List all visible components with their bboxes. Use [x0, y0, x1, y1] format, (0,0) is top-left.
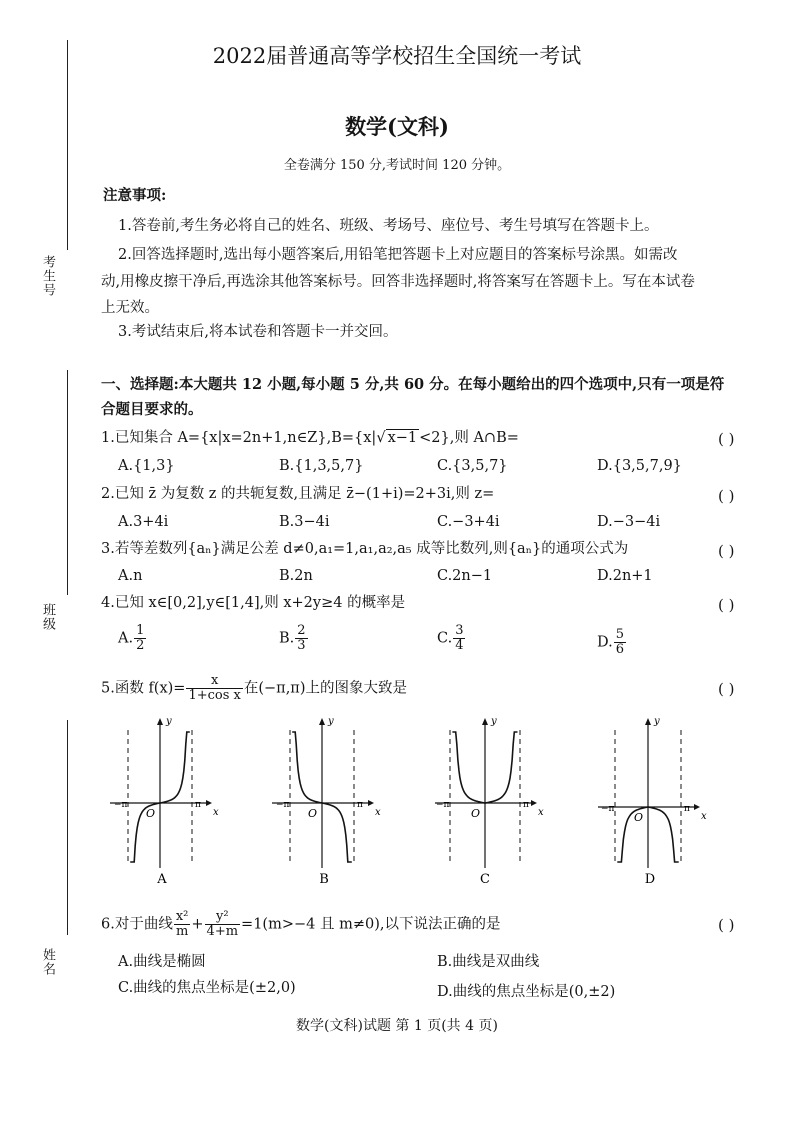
question-6-option-d[interactable]: D.曲线的焦点坐标是(0,±2) [437, 984, 616, 1000]
denominator: 4 [455, 638, 464, 653]
plus-sign: + [191, 916, 204, 933]
question-3-answer-blank[interactable]: ( ) [718, 542, 735, 560]
denominator: 1+cos x [188, 688, 241, 703]
question-6-answer-blank[interactable]: ( ) [718, 916, 735, 934]
x-axis-arrow [368, 800, 374, 806]
y-axis-arrow [482, 718, 488, 725]
y-axis-arrow [157, 718, 163, 725]
question-3-option-b[interactable]: B.2n [279, 568, 313, 584]
option-prefix: B. [279, 630, 295, 647]
fraction [186, 674, 242, 703]
question-6-option-a[interactable]: A.曲线是椭圆 [118, 954, 206, 970]
pi-label: π [357, 800, 363, 810]
neg-pi-label: −π [276, 800, 290, 810]
fraction [295, 624, 307, 653]
note-item-3: 3.考试结束后,将本试卷和答题卡一并交回。 [118, 324, 398, 340]
graph-label-d: D [644, 872, 656, 887]
question-1-option-a[interactable]: A.{1,3} [118, 458, 175, 474]
notes-heading: 注意事项: [103, 187, 167, 204]
fraction [174, 910, 191, 939]
question-5-stem-part-a: 5.函数 f(x)= [101, 680, 186, 697]
question-1-option-d[interactable]: D.{3,5,7,9} [597, 458, 682, 474]
section-1-heading-line-2: 合题目要求的。 [101, 401, 203, 418]
denominator: 3 [297, 638, 306, 653]
question-4-option-c[interactable] [437, 624, 466, 653]
exam-number-label: 考生号 [40, 255, 55, 297]
option-prefix: D. [597, 634, 613, 651]
pi-label: π [195, 800, 201, 810]
question-6-option-c[interactable]: C.曲线的焦点坐标是(±2,0) [118, 980, 296, 996]
fraction [453, 624, 465, 653]
question-2-option-d[interactable]: D.−3−4i [597, 514, 661, 530]
origin-label: O [308, 807, 318, 820]
question-2-stem: 2.已知 z̄ 为复数 z 的共轭复数,且满足 z̄−(1+i)=2+3i,则 z= [101, 486, 495, 502]
question-3-option-d[interactable]: D.2n+1 [597, 568, 653, 584]
origin-label: O [471, 807, 481, 820]
y-axis-arrow [319, 718, 325, 725]
page-footer: 数学(文科)试题 第 1 页(共 4 页) [296, 1018, 498, 1034]
denominator: 6 [615, 642, 624, 657]
question-4-answer-blank[interactable]: ( ) [718, 596, 735, 614]
question-1-option-b[interactable]: B.{1,3,5,7} [279, 458, 364, 474]
question-2-option-a[interactable]: A.3+4i [118, 514, 169, 530]
question-1-option-c[interactable]: C.{3,5,7} [437, 458, 508, 474]
numerator: 3 [455, 623, 464, 638]
question-5-graphs [0, 700, 794, 900]
question-4-stem: 4.已知 x∈[0,2],y∈[1,4],则 x+2y≥4 的概率是 [101, 595, 406, 611]
pi-label: π [684, 804, 690, 814]
question-4-option-b[interactable] [279, 624, 309, 653]
x-axis-arrow [206, 800, 212, 806]
numerator: 5 [615, 627, 624, 642]
denominator: 4+m [206, 924, 239, 939]
question-6-option-b[interactable]: B.曲线是双曲线 [437, 954, 540, 970]
question-5-stem [101, 674, 407, 703]
origin-label: O [634, 811, 644, 824]
sqrt-sign: √ [376, 430, 386, 446]
y-axis-label: y [491, 716, 497, 727]
origin-label: O [146, 807, 156, 820]
question-6-stem-part-a: 6.对于曲线 [101, 916, 173, 933]
numerator: 2 [297, 623, 306, 638]
question-6-stem [101, 910, 500, 939]
x-axis-arrow [531, 800, 537, 806]
section-1-heading-line-1: 一、选择题:本大题共 12 小题,每小题 5 分,共 60 分。在每小题给出的四个选项中,只有一项是符 [101, 376, 725, 393]
question-2-option-c[interactable]: C.−3+4i [437, 514, 500, 530]
name-label: 姓名 [40, 948, 55, 976]
fraction [205, 910, 241, 939]
note-item-1: 1.答卷前,考生务必将自己的姓名、班级、考场号、座位号、考生号填写在答题卡上。 [118, 218, 659, 234]
binding-line-mid [67, 370, 68, 595]
graph-label-b: B [319, 872, 329, 887]
numerator: 1 [136, 623, 145, 638]
graphs-svg [0, 700, 794, 900]
neg-pi-label: −π [436, 800, 450, 810]
y-axis-label: y [654, 716, 660, 727]
option-prefix: A. [118, 630, 134, 647]
note-item-2-line-1: 2.回答选择题时,选出每小题答案后,用铅笔把答题卡上对应题目的答案标号涂黑。如需改 [118, 247, 678, 263]
graph-label-a: A [157, 872, 167, 887]
denominator: 2 [136, 638, 145, 653]
question-1-radicand: x−1 [387, 430, 418, 446]
numerator: x [186, 674, 242, 689]
question-2-option-b[interactable]: B.3−4i [279, 514, 330, 530]
x-axis-label: x [538, 807, 544, 818]
denominator: m [175, 924, 189, 939]
fraction [134, 624, 146, 653]
question-3-stem: 3.若等差数列{aₙ}满足公差 d≠0,a₁=1,a₁,a₂,a₅ 成等比数列,则{aₙ}的通项公式为 [101, 541, 629, 557]
x-axis-arrow [694, 804, 700, 810]
question-4-option-a[interactable] [118, 624, 147, 653]
question-1-stem-part-a: 1.已知集合 A={x|x=2n+1,n∈Z},B={x| [101, 430, 377, 446]
neg-pi-label: −π [601, 804, 615, 814]
question-2-answer-blank[interactable]: ( ) [718, 487, 735, 505]
numerator: y² [205, 910, 241, 925]
question-6-stem-part-b: =1(m>−4 且 m≠0),以下说法正确的是 [241, 916, 501, 933]
question-5-stem-part-b: 在(−π,π)上的图象大致是 [243, 680, 407, 697]
note-item-2-line-2: 动,用橡皮擦干净后,再选涂其他答案标号。回答非选择题时,将答案写在答题卡上。写在本试卷 [101, 274, 695, 290]
graph-label-c: C [480, 872, 490, 887]
x-axis-label: x [213, 807, 219, 818]
y-axis-label: y [328, 716, 334, 727]
question-1-answer-blank[interactable]: ( ) [718, 430, 735, 448]
question-1-stem [101, 428, 519, 448]
option-prefix: C. [437, 630, 453, 647]
neg-pi-label: −π [114, 800, 128, 810]
question-3-option-a[interactable]: A.n [118, 568, 143, 584]
note-item-2-line-3: 上无效。 [101, 300, 159, 316]
subject-title: 数学(文科) [345, 114, 449, 139]
exam-title: 2022届普通高等学校招生全国统一考试 [212, 44, 582, 68]
fraction [614, 628, 626, 657]
exam-info: 全卷满分 150 分,考试时间 120 分钟。 [283, 158, 511, 173]
pi-label: π [523, 800, 529, 810]
question-1-stem-part-b: <2},则 A∩B= [419, 430, 519, 446]
class-label: 班级 [40, 603, 55, 631]
question-3-option-c[interactable]: C.2n−1 [437, 568, 493, 584]
y-axis-label: y [166, 716, 172, 727]
y-axis-arrow [645, 718, 651, 725]
question-5-answer-blank[interactable]: ( ) [718, 680, 735, 698]
question-4-option-d[interactable] [597, 628, 627, 657]
x-axis-label: x [701, 811, 707, 822]
numerator: x² [175, 909, 189, 924]
x-axis-label: x [375, 807, 381, 818]
